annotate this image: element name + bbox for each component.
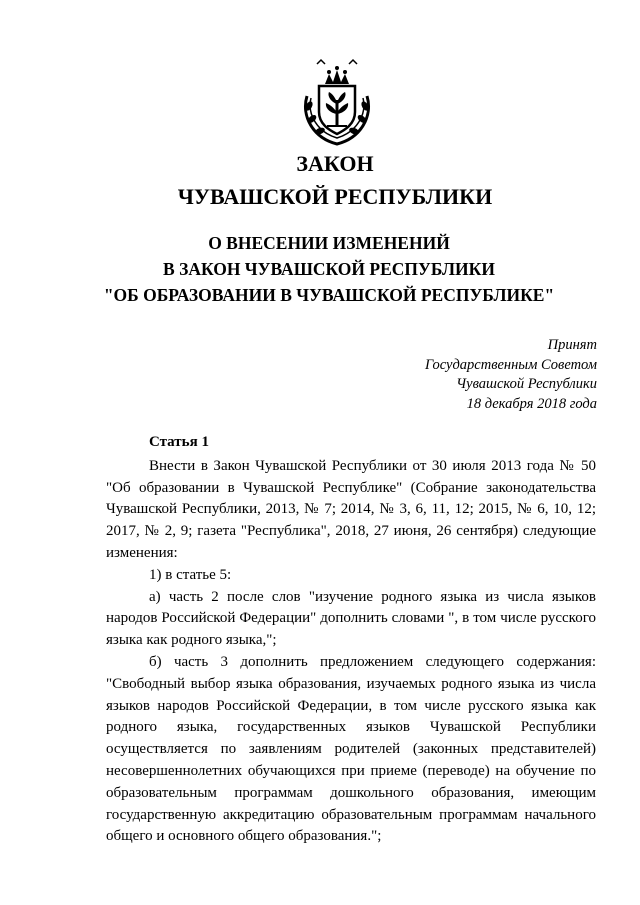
article-item-a: а) часть 2 после слов "изучение родного языка из числа языков народов Российской Федерации" дополнить словами ", в том числе русского языка как родного языка,"; xyxy=(106,588,596,649)
law-title-line1: ЗАКОН xyxy=(296,151,374,176)
article-item-b: б) часть 3 дополнить предложением следующего содержания: "Свободный выбор языка образования, изучаемых родного языка из числа языков народов Российской Федерации, в том числе русского языка как родного языка, государственных языков Чувашской Республики осуществляется по заявлениям родителей (законных представителей) несовершеннолетних обучающихся при приеме (переводе) на обучение по образовательным программам дошкольного образования, имеющим государственную аккредитацию образовательным программам начального общего и основного общего образования."; xyxy=(106,653,596,845)
article-intro: Внести в Закон Чувашской Республики от 30 июля 2013 года № 50 "Об образовании в Чувашской Республике" (Собрание законодательства Чувашской Республики, 2013, № 7; 2014, № 3, 6, 11, 12; 2015, № 6, 10, 12; 2017, № 2, 9; газета "Республика", 2018, 27 июня, 26 сентября) следующие изменения: xyxy=(106,457,596,561)
adoption-date: 18 декабря 2018 года xyxy=(466,395,597,412)
adoption-note xyxy=(425,336,597,414)
law-title xyxy=(0,147,640,213)
adoption-line2: Государственным Советом xyxy=(424,356,597,373)
law-subtitle-line1: О ВНЕСЕНИИ ИЗМЕНЕНИЙ xyxy=(208,233,450,253)
law-subtitle-line2: В ЗАКОН ЧУВАШСКОЙ РЕСПУБЛИКИ xyxy=(163,259,495,279)
chuvash-coat-of-arms-icon xyxy=(297,56,377,148)
adoption-line1: Принят xyxy=(547,337,597,353)
document-body xyxy=(106,432,596,848)
article-item-1: 1) в статье 5: xyxy=(149,566,232,583)
law-title-line2: ЧУВАШСКОЙ РЕСПУБЛИКИ xyxy=(177,184,493,209)
law-subtitle xyxy=(0,230,640,308)
coat-of-arms xyxy=(297,56,377,148)
article-heading: Статья 1 xyxy=(149,434,209,450)
law-subtitle-line3: "ОБ ОБРАЗОВАНИИ В ЧУВАШСКОЙ РЕСПУБЛИКЕ" xyxy=(103,285,555,305)
adoption-line3: Чувашской Республики xyxy=(456,376,597,392)
